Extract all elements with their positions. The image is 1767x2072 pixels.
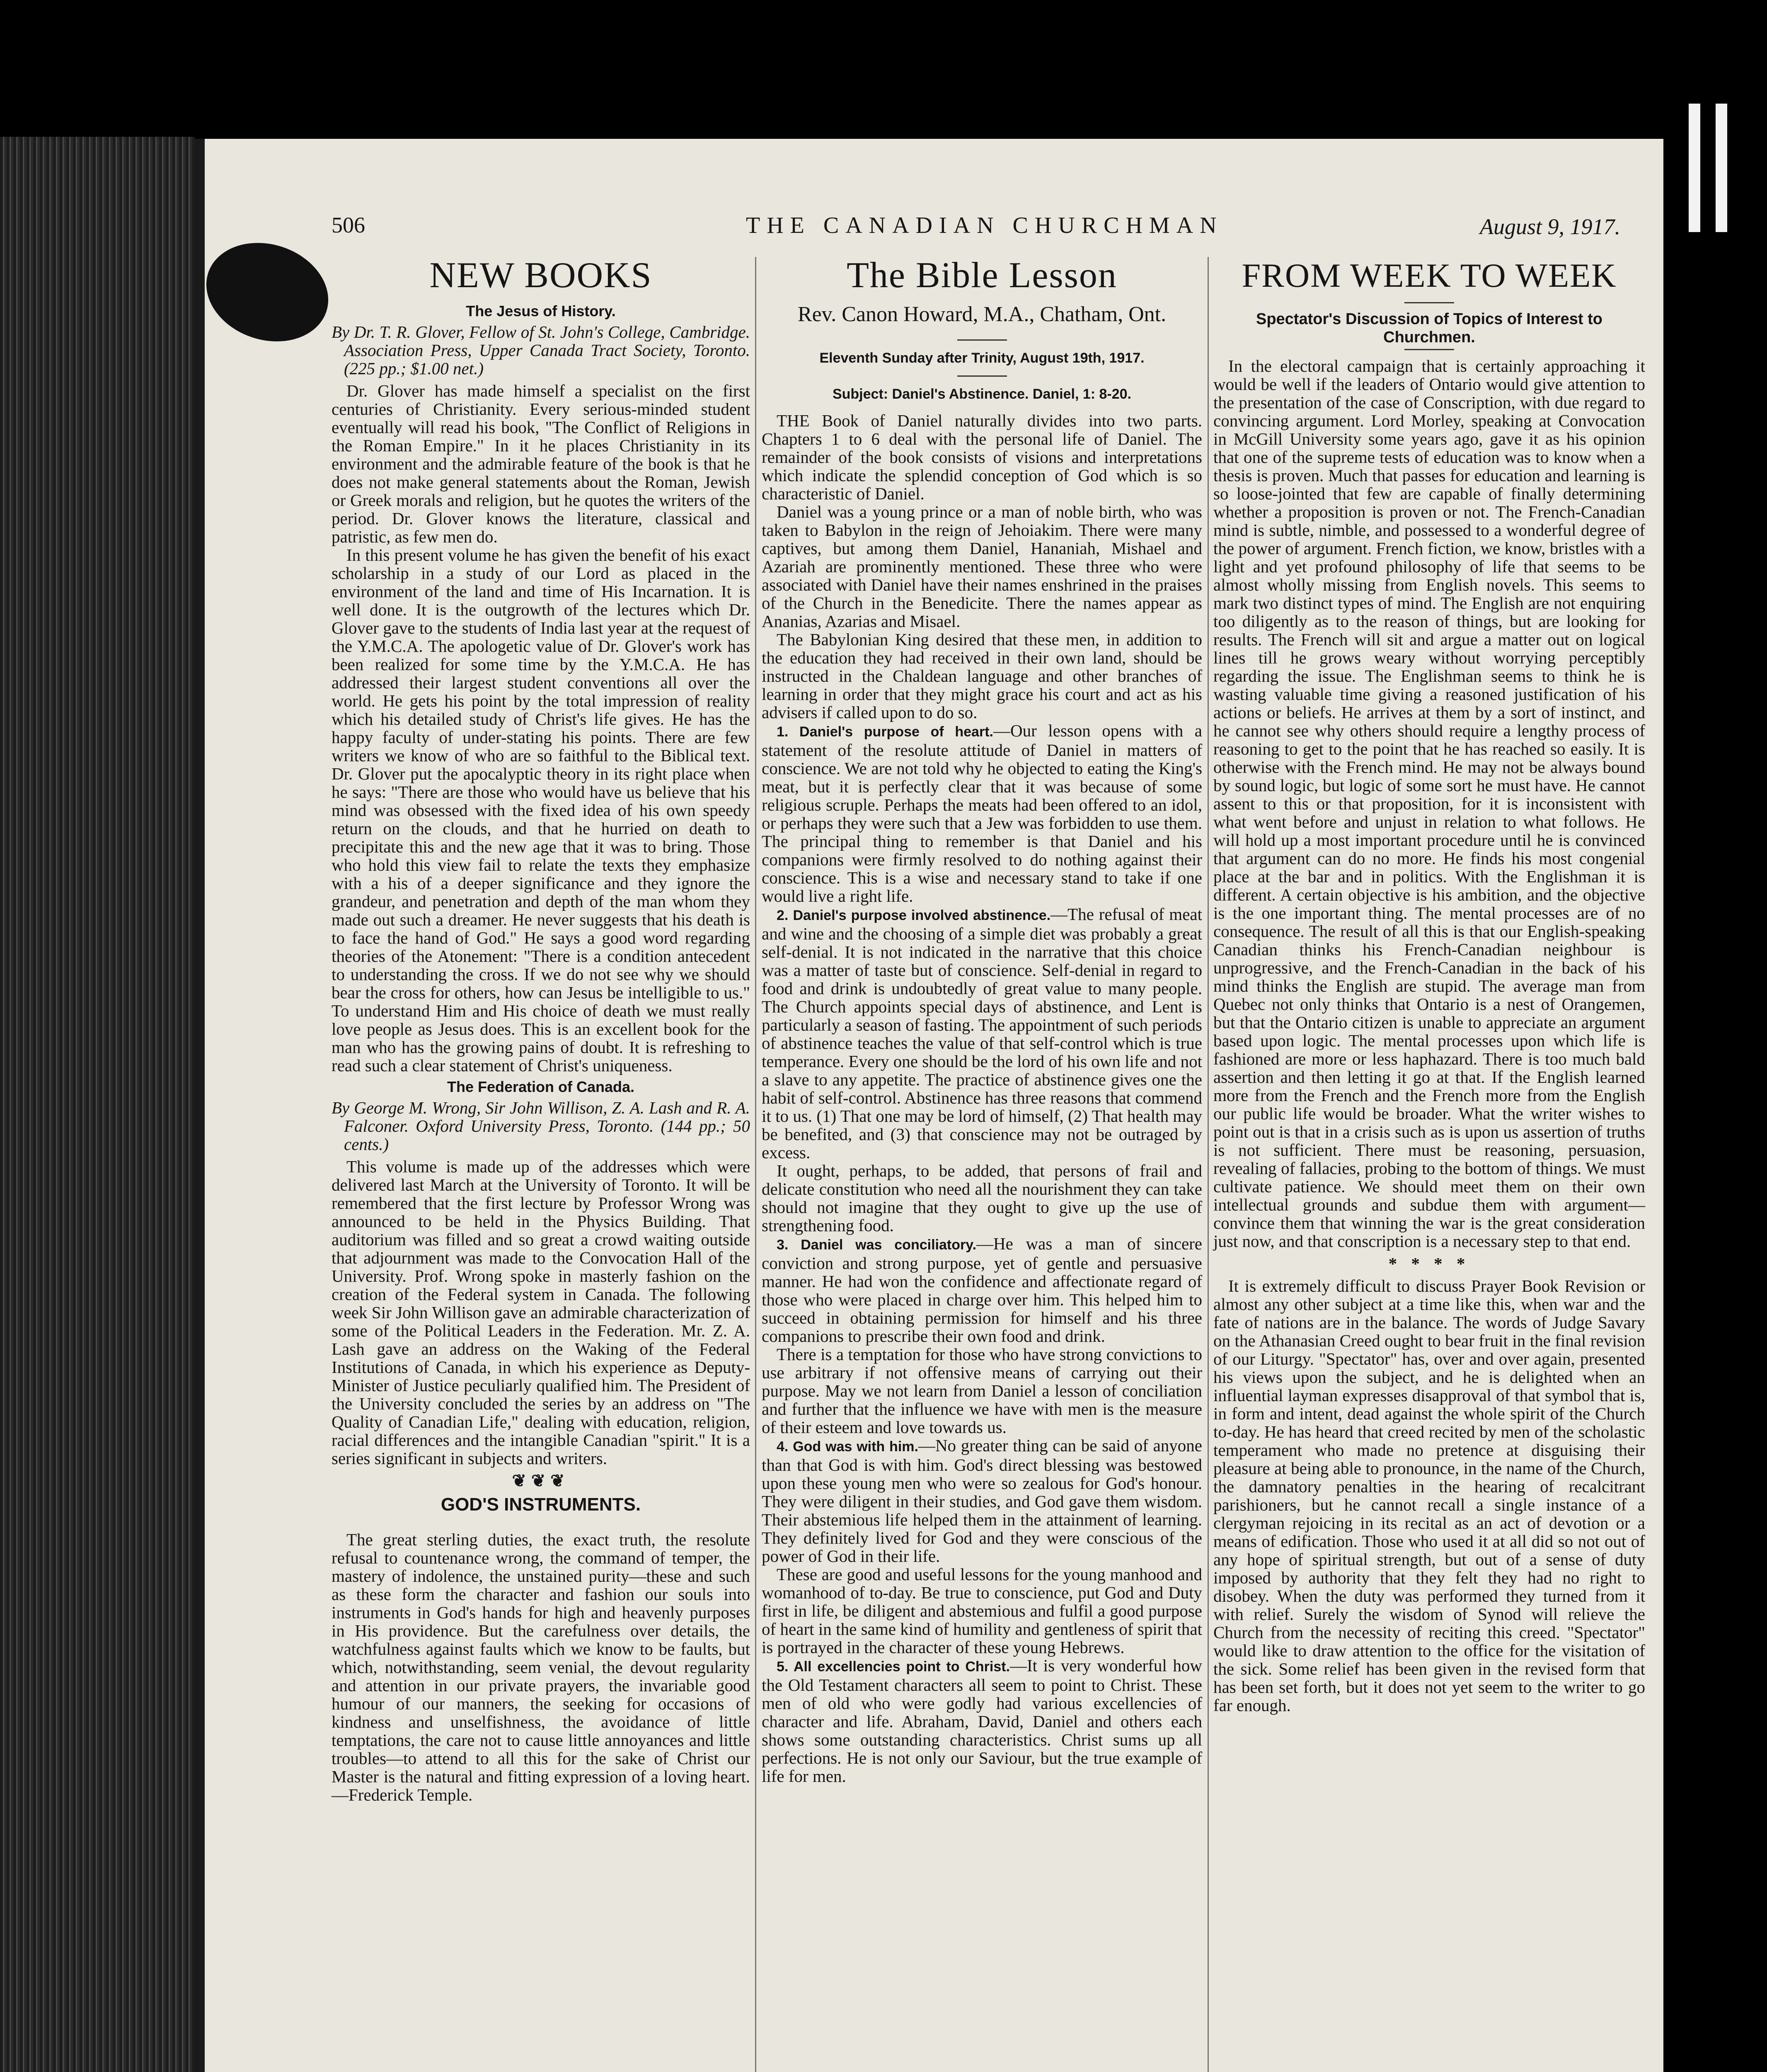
lesson-subject: Subject: Daniel's Abstinence. Daniel, 1: 8-20. — [832, 386, 1132, 402]
page-header — [332, 212, 1649, 241]
point-text: —Our lesson opens with a statement of the resolute attitude of Daniel in matters of conscience. We are not told why he objected to eating the King's meat, but it is perfectly clear that it was because of some religious scruple. Perhaps the meats had been offered to an idol, or perhaps they were such that a Jew was forbidden to use them. The principal thing to remember is that Daniel and his companions were firmly resolved to do nothing against their conscience. This is a wise and necessary stand to take if one would live a right life. — [762, 721, 1202, 905]
review-paragraph: In this present volume he has given the benefit of his exact scholarship in a study of our Lord as placed in the environment of the land and time of His Incarnation. It is well done. It is the outgrowth of the lectures which Dr. Glover gave to the students of India last year at the request of the Y.M.C.A. The apologetic value of Dr. Glover's work has been realized for some time by the Y.M.C.A. He has addressed their largest student conventions all over the world. He gets his point by the total impression of reality which his detailed study of Christ's life gives. He has the happy faculty of under-stating his points. There are few writers we know of who are so faithful to the Biblical text. Dr. Glover put the apocalyptic theory in its right place when he says: "There are those who would have us believe that his mind was obsessed with the fixed idea of his own speedy return on the clouds, and that he hurried on death to precipitate this and the new age that it was to bring. Those who hold this view fail to relate the texts they emphasize with a his of a deeper significance and they ignore the grandeur, and penetration and depth of the man whom they made out such a dreamer. He never suggests that his death is to face the hand of God." He says a good word regarding theories of the Atonement: "There is a condition antecedent to understanding the cross. If we do not see why we should bear the cross for others, how can Jesus be intelligible to us." To understand Him and His choice of death we must really love people as Jesus does. This is an excellent book for the man who has the growing pains of doubt. It is refreshing to read such a clear statement of Christ's uniqueness. — [332, 545, 750, 1075]
divider — [1404, 349, 1454, 350]
issue-date: August 9, 1917. — [1479, 214, 1620, 239]
divider — [1404, 302, 1454, 303]
lesson-paragraph — [762, 1345, 1202, 1436]
book-binding-edge — [0, 137, 195, 2072]
article-paragraph: The great sterling duties, the exact truth, the resolute refusal to countenance wrong, the command of temper, the mastery of indolence, the unstained purity—these and such as these form the character and fashion our souls into instruments in God's hands for high and heavenly purposes in His providence. But the carefulness over details, the watchfulness against faults which we know to be faults, but which, notwithstanding, seem venial, the devout regularity and attention in our private prayers, the invariable good humour of our manners, the seeking for occasions of kindness and unselfishness, the avoidance of little temptations, the care not to cause little annoyances and little troubles—to attend to all this for the sake of Christ our Master is the natural and fitting expression of a loving heart.—Frederick Temple. — [332, 1530, 750, 1804]
point-text: These are good and useful lessons for the young manhood and womanhood of to-day. Be true to conscience, put God and Duty first in life, be diligent and abstemious and fulfil a good purpose of heart in the same kind of humility and gentleness of spirit that is portrayed in the character of these young Hebrews. — [762, 1565, 1202, 1657]
bible-lesson-column — [762, 255, 1202, 1785]
lesson-point — [762, 1436, 1202, 1565]
point-text: It ought, perhaps, to be added, that persons of frail and delicate constitution who need all the nourishment they can take should not imagine that they ought to give up the use of strengthening food. — [762, 1161, 1202, 1235]
point-text: —The refusal of meat and wine and the choosing of a simple diet was probably a great self-denial. It is not indicated in the narrative that this choice was a matter of taste but of conscience. Self-denial in regard to food and drink is undoubtedly of great value to many people. The Church appoints special days of abstinence, and Lent is particularly a season of fasting. The appointment of such periods of abstinence teaches the value of that self-control which is true temperance. Every one should be the lord of his own life and not a slave to any appetite. The practice of abstinence gives one the habit of self-control. Abstinence has three reasons that commend it to us. (1) That one may be lord of himself, (2) That health may be benefited, and (3) that conscience may not be outraged by excess. — [762, 905, 1202, 1162]
lesson-point — [762, 1234, 1202, 1345]
point-text: —No greater thing can be said of anyone than that God is with him. God's direct blessing was bestowed upon these young men who were so zealous for God's honour. They were diligent in their studies, and God gave them wisdom. Their abstemious life helped them in the attainment of learning. They definitely lived for God and they were conscious of the power of God in their life. — [762, 1436, 1203, 1566]
review-paragraph: Dr. Glover has made himself a specialist on the first centuries of Christianity. Every serious-minded student eventually will read his book, "The Conflict of Religions in the Roman Empire." In it he places Christianity in its environment and the admirable feature of the book is that he does not make general statements about the Roman, Jewish or Greek morals and religion, but he quotes the writers of the period. Dr. Glover knows the literature, classical and patristic, as few men do. — [332, 381, 750, 546]
page-number: 506 — [332, 213, 365, 237]
week-to-week-column — [1213, 255, 1645, 1714]
lesson-paragraph — [762, 1162, 1202, 1234]
lesson-paragraph — [762, 1565, 1202, 1656]
review-heading: The Jesus of History. — [466, 303, 616, 320]
section-title: NEW BOOKS — [429, 255, 652, 295]
column-subtitle: Spectator's Discussion of Topics of Interest to Churchmen. — [1256, 310, 1603, 346]
section-separator: * * * * — [1388, 1254, 1470, 1273]
divider — [957, 375, 1007, 377]
review-byline: By George M. Wrong, Sir John Willison, Z. A. Lash and R. A. Falconer. Oxford University Press, Toronto. (144 pp.; 50 cents.) — [332, 1098, 750, 1154]
point-text: There is a temptation for those who have strong convictions to use arbitrary if not offensive means of carrying out their purpose. May we not learn from Daniel a lesson of conciliation and further that the influence we have with men is the measure of their esteem and love towards us. — [762, 1345, 1202, 1437]
review-byline: By Dr. T. R. Glover, Fellow of St. John's College, Cambridge. Association Press, Upper Canada Tract Society, Toronto. (225 pp.; $1.00 net.) — [332, 322, 750, 378]
lesson-paragraph: Daniel was a young prince or a man of noble birth, who was taken to Babylon in the reign of Jehoiakim. There were many captives, but among them Daniel, Hananiah, Mishael and Azariah are prominently mentioned. These three who were associated with Daniel have their names enshrined in the praises of the Church in the Benedicite. There the names appear as Ananias, Azarias and Misael. — [762, 502, 1202, 631]
edge-marker — [1689, 104, 1700, 232]
column-rule — [755, 257, 756, 2072]
review-paragraph: This volume is made up of the addresses which were delivered last March at the University of Toronto. It will be remembered that the first lecture by Professor Wrong was announced to be held in the Physics Building. That auditorium was filled and so great a crowd waiting outside that adjournment was made to the Convocation Hall of the University. Prof. Wrong spoke in masterly fashion on the creation of the Federal system in Canada. The following week Sir John Willison gave an admirable characterization of some of the Political Leaders in the Federation. Mr. Z. A. Lash gave an address on the Waking of the Federal Institutions of Canada, in which his experience as Deputy-Minister of Justice peculiarly qualified him. The President of the University concluded the series by an address on "The Quality of Canadian Life," dealing with education, religion, racial differences and the intangible Canadian "spirit." It is a series significant in subjects and writers. — [332, 1157, 750, 1468]
lesson-author: Rev. Canon Howard, M.A., Chatham, Ont. — [797, 303, 1167, 326]
point-text: —He was a man of sincere conviction and strong purpose, yet of gentle and persuasive manner. He had won the confidence and affectionate regard of those who were placed in charge over him. This helped him to succeed in obtaining permission for himself and his three companions to prescribe their own food and drink. — [762, 1234, 1203, 1346]
point-heading: 5. All excellencies point to Christ. — [777, 1659, 1010, 1675]
article-heading: GOD'S INSTRUMENTS. — [441, 1494, 641, 1515]
column-rule — [1208, 257, 1209, 2072]
section-title: The Bible Lesson — [847, 255, 1117, 295]
column-paragraph: It is extremely difficult to discuss Prayer Book Revision or almost any other subject at a time like this, when war and the fate of nations are in the balance. The words of Judge Savary on the Athanasian Creed ought to bear fruit in the final revision of our Liturgy. "Spectator" has, over and over again, presented his views upon the subject, and he is delighted when an influential layman expresses disapproval of that symbol that is, in form and intent, dead against the whole spirit of the Church to-day. He has heard that creed recited by men of the scholastic temperament who made no pretence at disguising their pleasure at being able to pronounce, in the name of the Church, the damnatory penalties in the hearing of recalcitrant parishioners, but he cannot recall a single instance of a clergyman rejoicing in its recital as an act of devotion or a means of edification. Those who used it at all did so not out of any hope of spiritual strength, but out of a sense of duty imposed by authority that they felt they had no right to disobey. When the duty was performed they turned from it with relief. Surely the wisdom of Synod will relieve the Church from the necessity of reciting this creed. "Spectator" would like to draw attention to the office for the visitation of the sick. Some relief has been given in the revised form that has been set forth, but it does not yet seem to the writer to go far enough. — [1213, 1276, 1645, 1715]
section-title: FROM WEEK TO WEEK — [1242, 257, 1617, 294]
lesson-paragraph: The Babylonian King desired that these men, in addition to the education they had received in their own land, should be instructed in the Chaldean language and other branches of learning in order that they might grace his court and act as his advisers if called upon to do so. — [762, 630, 1202, 722]
column-paragraph: In the electoral campaign that is certainly approaching it would be well if the leaders of Ontario would give attention to the presentation of the case of Conscription, with due regard to convincing argument. Lord Morley, speaking at Convocation in McGill University some years ago, gave it as his opinion that one of the supreme tests of education was to know when a thesis is proven. Much that passes for education and learning is so loose-jointed that few are capable of finally determining whether a proposition is proven or not. The French-Canadian mind is subtle, nimble, and possessed to a wonderful degree of the power of argument. French fiction, we know, bristles with a light and yet profound philosophy of life that seems to be almost wholly missing from English novels. This seems to mark two distinct types of mind. The English are not enquiring too diligently as to the reason of things, but are looking for results. The French will sit and argue a matter out on logical lines till he grows weary without worrying perceptibly regarding the issue. The Englishman seems to think he is wasting valuable time giving a reasoned justification of his actions or beliefs. He arrives at them by a sort of instinct, and he cannot see why others should require a lengthy process of reasoning to get to the point that he has reached so easily. It is otherwise with the French mind. He may not be always bound by sound logic, but logic of some sort he must have. He cannot assent to this or that proposition, for it is inconsistent with what went before and unjust in relation to what follows. He will hold up a most important procedure until he is convinced that argument can do no more. He finds his most congenial place at the bar and in politics. With the Englishman it is different. A certain objective is his ambition, and the objective is the one important thing. The mental processes are of no consequence. The result of all this is that our English-speaking Canadian thinks his French-Canadian neighbour is unprogressive, and the French-Canadian in the back of his mind thinks the English are stupid. The average man from Quebec not only thinks that Ontario is a nest of Orangemen, but that the Ontario citizen is unable to appreciate an argument based upon logic. The mental processes upon which life is fashioned are more or less haphazard. There is too much bald assertion and then letting it go at that. If the English learned more from the French and the French more from the English our public life would be broader. What the writer wishes to point out is that in a crisis such as is upon us assertion of truths is not sufficient. There must be reasoning, persuasion, revealing of fallacies, probing to the bottom of things. We must cultivate patience. We should meet them on their own intellectual grounds and subdue them with argument—convince them that winning the war is the great consideration just now, and that conscription is a necessary step to that end. — [1213, 356, 1645, 1251]
lesson-point — [762, 721, 1202, 905]
point-heading: 1. Daniel's purpose of heart. — [777, 724, 993, 740]
lesson-date: Eleventh Sunday after Trinity, August 19th, 1917. — [819, 350, 1145, 366]
lesson-point — [762, 1656, 1202, 1785]
masthead: THE CANADIAN CHURCHMAN — [746, 213, 1223, 238]
divider — [957, 339, 1007, 341]
section-separator: ❦❦❦ — [512, 1471, 570, 1490]
lesson-point — [762, 905, 1202, 1162]
point-text: —It is very wonderful how the Old Testament characters all seem to point to Christ. These men of old who were godly had various excellencies of character and life. Abraham, David, Daniel and others each shows some outstanding characteristics. Christ sums up all perfections. He is not only our Saviour, but the true example of life for men. — [762, 1656, 1203, 1786]
review-heading: The Federation of Canada. — [447, 1078, 635, 1095]
point-heading: 3. Daniel was conciliatory. — [777, 1237, 977, 1253]
point-heading: 2. Daniel's purpose involved abstinence. — [777, 908, 1051, 923]
new-books-column — [332, 255, 750, 1804]
point-heading: 4. God was with him. — [777, 1439, 918, 1455]
lesson-paragraph: THE Book of Daniel naturally divides into two parts. Chapters 1 to 6 deal with the personal life of Daniel. The remainder of the book consists of visions and interpretations which indicate the splendid conception of God which is so characteristic of Daniel. — [762, 411, 1202, 503]
edge-marker — [1716, 104, 1727, 232]
